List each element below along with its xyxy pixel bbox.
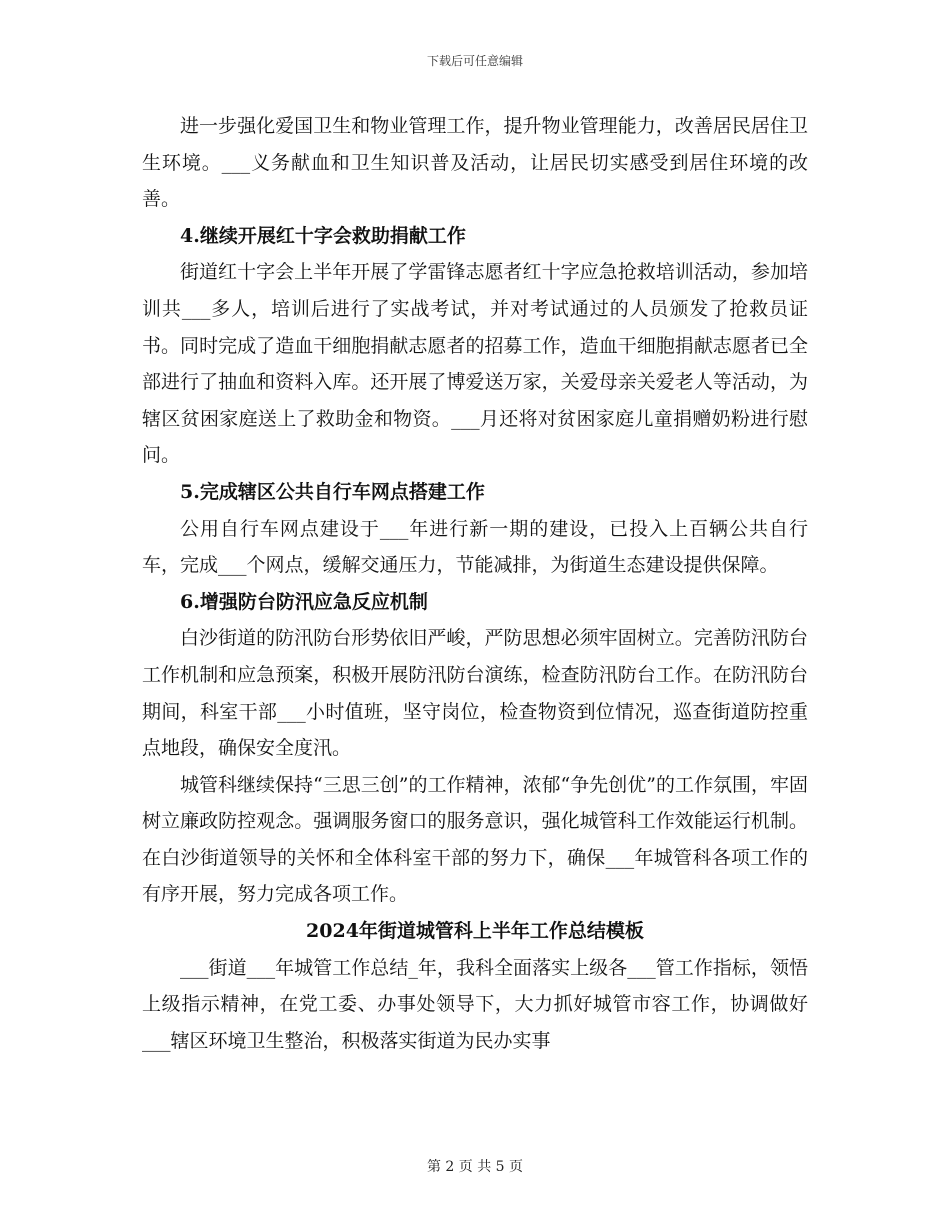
paragraph: 进一步强化爱国卫生和物业管理工作，提升物业管理能力，改善居民居住卫生环境。___义务献血和卫生知识普及活动，让居民切实感受到居住环境的改善。 [142, 115, 808, 211]
section-heading: 6.增强防台防汛应急反应机制 [180, 590, 428, 613]
paragraph: 街道红十字会上半年开展了学雷锋志愿者红十字应急抢救培训活动，参加培训共___多人，培训后进行了实战考试，并对考试通过的人员颁发了抢救员证书。同时完成了造血干细胞捐献志愿者的招募工作，造血干细胞捐献志愿者已全部进行了抽血和资料入库。还开展了博爱送万家，关爱母亲关爱老人等活动，为辖区贫困家庭送上了救助金和物资。___月还将对贫困家庭儿童捐赠奶粉进行慰问。 [142, 261, 808, 467]
page-footer: 第 2 页 共 5 页 [426, 1159, 524, 1175]
paragraph: 白沙街道的防汛防台形势依旧严峻，严防思想必须牢固树立。完善防汛防台工作机制和应急预案，积极开展防汛防台演练，检查防汛防台工作。在防汛防台期间，科室干部___小时值班，坚守岗位，检查物资到位情况，巡查街道防控重点地段，确保安全度汛。 [142, 627, 808, 760]
document-body [142, 108, 808, 1059]
page-header: 下载后可任意编辑 [426, 54, 523, 68]
document-title: 2024年街道城管科上半年工作总结模板 [306, 920, 644, 943]
section-heading: 5.完成辖区公共自行车网点搭建工作 [180, 480, 485, 503]
paragraph: ___街道___年城管工作总结_年，我科全面落实上级各___管工作指标，领悟上级指示精神，在党工委、办事处领导下，大力抓好城管市容工作，协调做好___辖区环境卫生整治，积极落实街道为民办实事 [142, 956, 808, 1052]
paragraph: 城管科继续保持“三思三创”的工作精神，浓郁“争先创优”的工作氛围，牢固树立廉政防控观念。强调服务窗口的服务意识，强化城管科工作效能运行机制。在白沙街道领导的关怀和全体科室干部的努力下，确保___年城管科各项工作的有序开展，努力完成各项工作。 [142, 773, 808, 906]
section-heading: 4.继续开展红十字会救助捐献工作 [180, 224, 466, 247]
paragraph: 公用自行车网点建设于___年进行新一期的建设，已投入上百辆公共自行车，完成___个网点，缓解交通压力，节能减排，为街道生态建设提供保障。 [142, 517, 808, 577]
